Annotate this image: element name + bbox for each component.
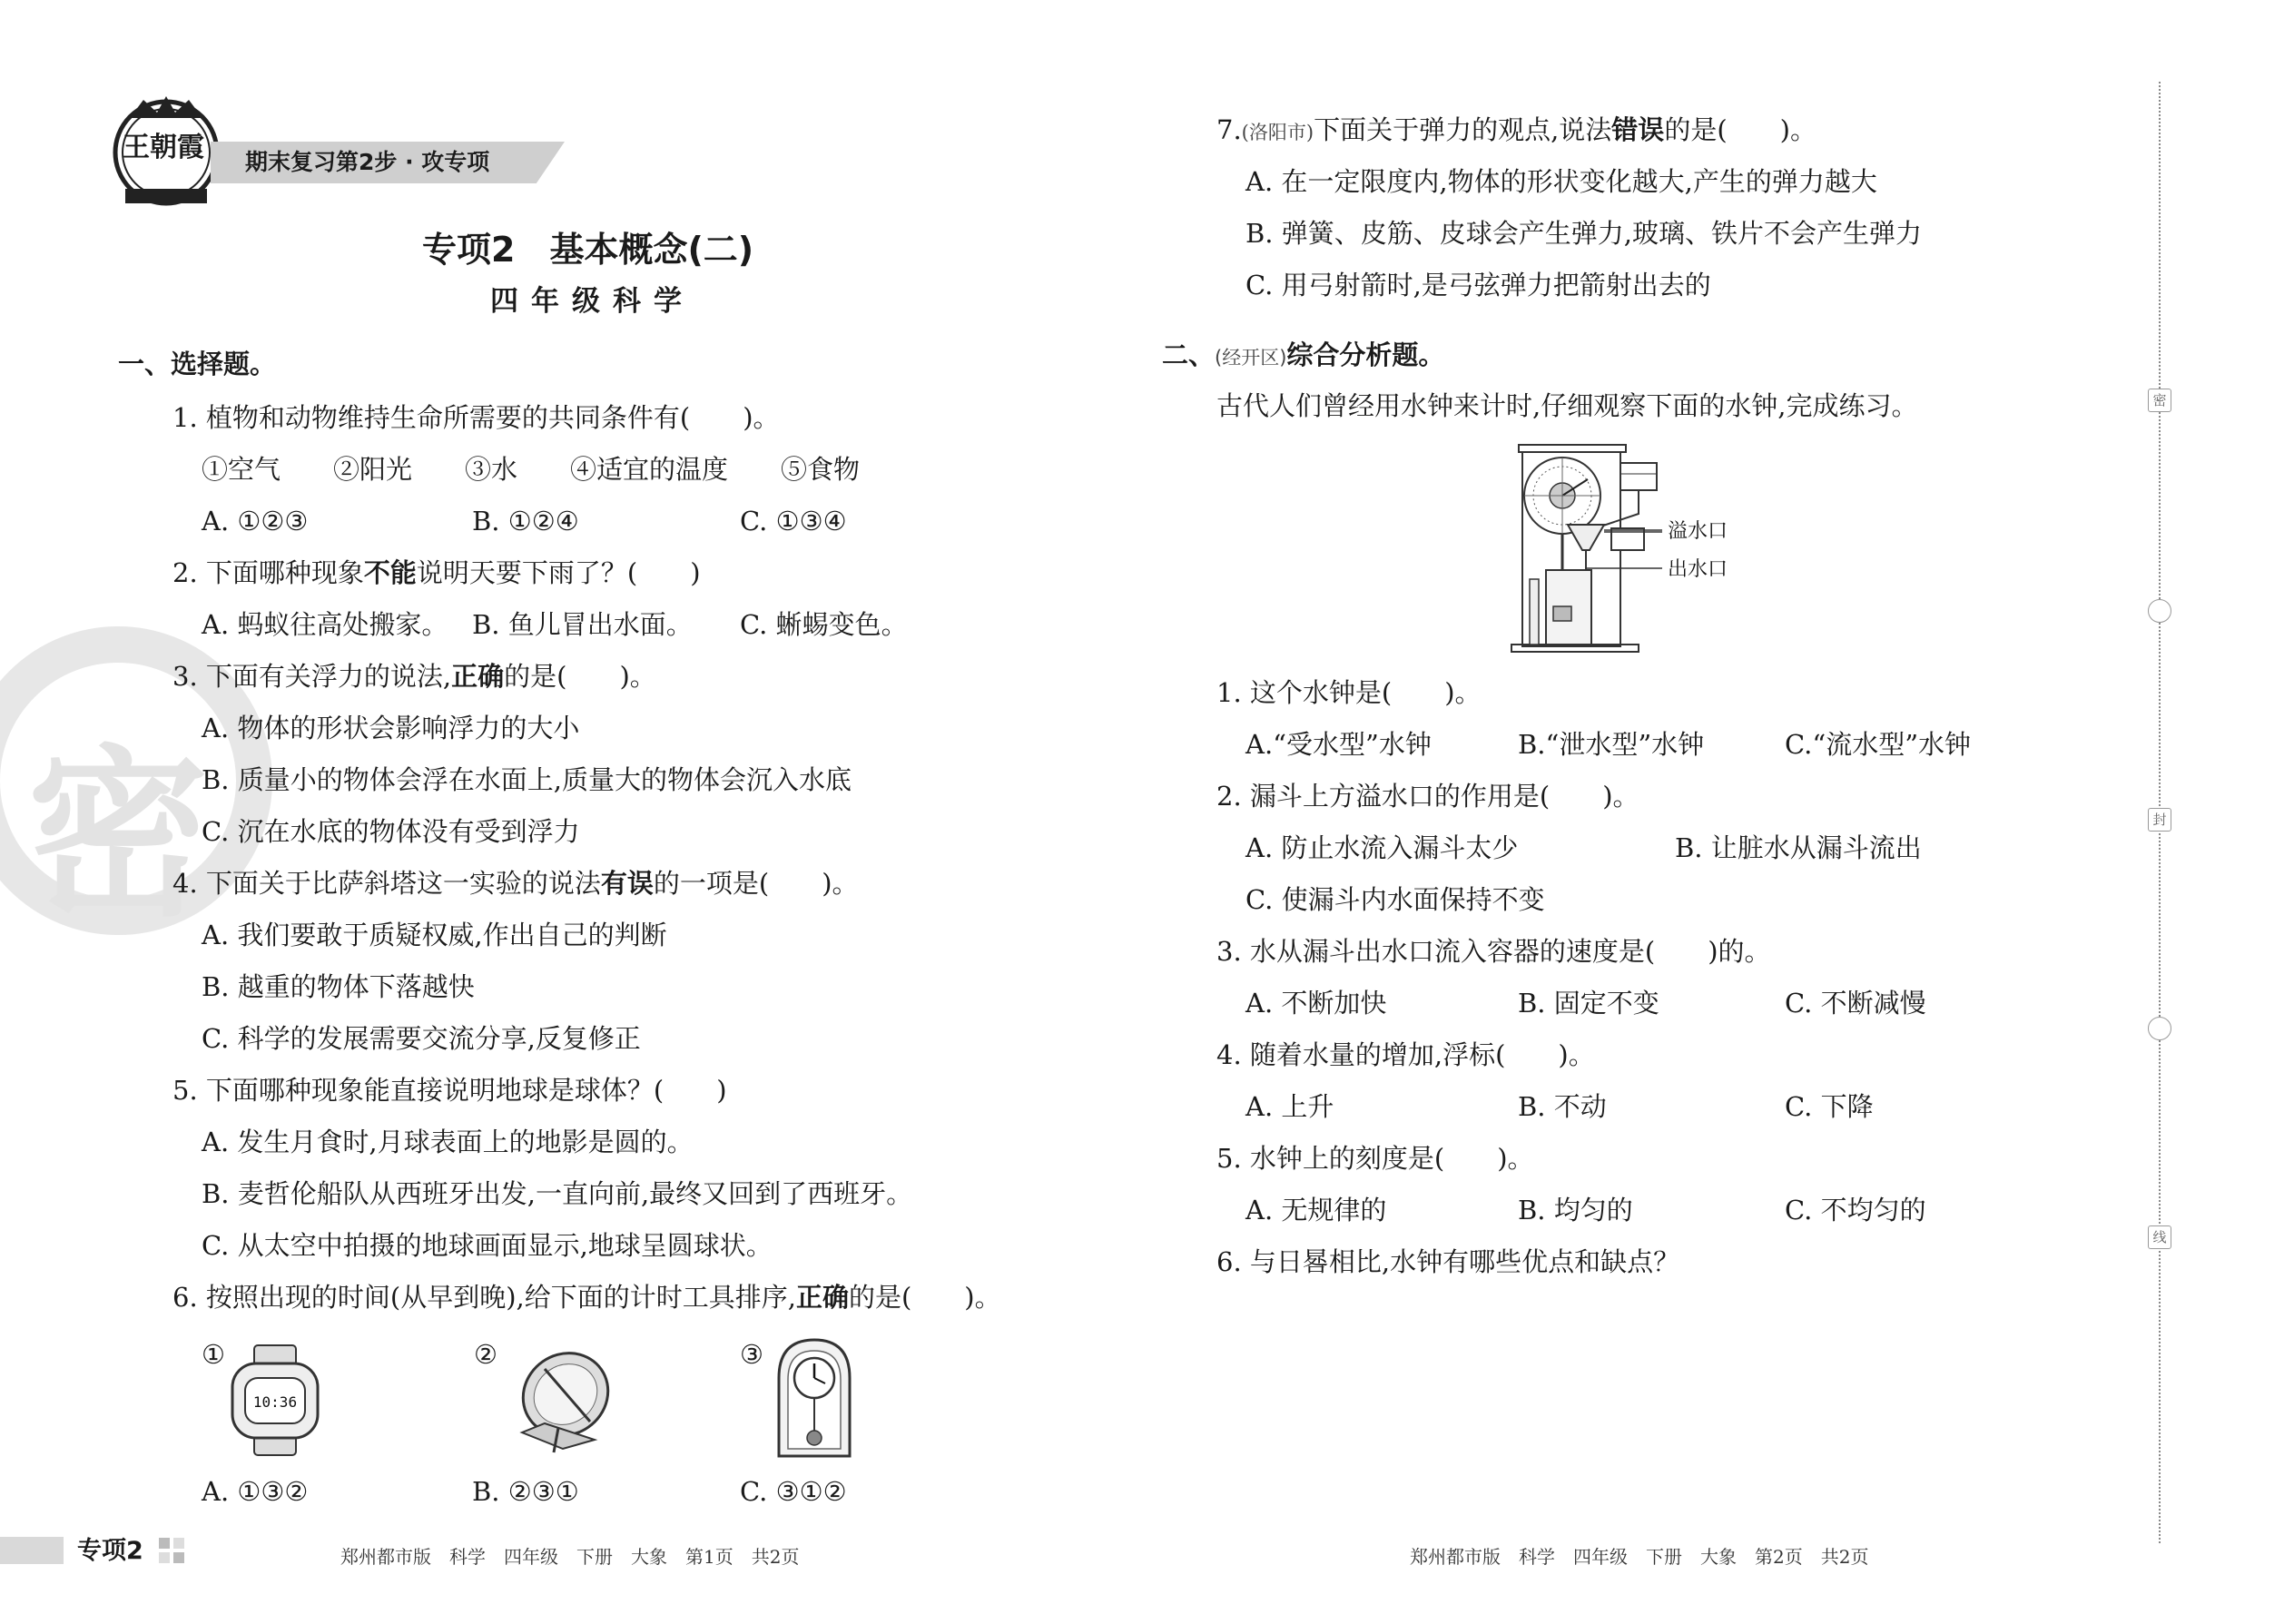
binding-hole-2 <box>2148 1017 2171 1040</box>
question-3-option-c: C. 沉在水底的物体没有受到浮力 <box>202 816 580 847</box>
logo-text: 王朝霞 <box>123 132 204 163</box>
binding-mark-2: 封 <box>2148 808 2171 832</box>
question-6-stem: 6. 按照出现的时间(从早到晚),给下面的计时工具排序,正确的是( )。 <box>172 1282 1001 1313</box>
section-heading: 一、选择题。 <box>118 349 277 379</box>
question-5-option-c: C. 从太空中拍摄的地球画面显示,地球呈圆球状。 <box>202 1230 773 1261</box>
page-subtitle: 四年级科学 <box>490 285 694 318</box>
footer-grid-icon <box>159 1538 184 1563</box>
question-5-option-a: A. 发生月食时,月球表面上的地影是圆的。 <box>202 1127 694 1157</box>
pendulum-clock-icon <box>772 1334 858 1462</box>
question-2-option-b: B. 鱼儿冒出水面。 <box>472 609 693 640</box>
sub-question-4-option-a: A. 上升 <box>1245 1091 1334 1122</box>
question-1-option-c: C. ①③④ <box>740 506 847 536</box>
question-4-option-b: B. 越重的物体下落越快 <box>202 971 475 1002</box>
sub-question-1-option-c: C.“流水型”水钟 <box>1785 729 1972 760</box>
page-title: 专项2 基本概念(二) <box>422 230 754 270</box>
overflow-label: 溢水口 <box>1668 520 1728 543</box>
sub-question-3-option-b: B. 固定不变 <box>1518 988 1659 1019</box>
sub-question-5-stem: 5. 水钟上的刻度是( )。 <box>1216 1143 1534 1174</box>
question-1-stem: 1. 植物和动物维持生命所需要的共同条件有( )。 <box>172 402 780 433</box>
binding-hole-1 <box>2148 599 2171 623</box>
question-2-stem: 2. 下面哪种现象不能说明天要下雨了？( ) <box>172 557 701 588</box>
sub-question-2-option-b: B. 让脏水从漏斗流出 <box>1675 832 1922 863</box>
sub-question-4-option-c: C. 下降 <box>1785 1091 1874 1122</box>
question-7-stem: 7.(洛阳市)下面关于弹力的观点,说法错误的是( )。 <box>1216 114 1816 145</box>
digital-watch-icon <box>225 1343 325 1457</box>
section-2-heading: 二、(经开区)综合分析题。 <box>1162 340 1445 370</box>
sub-question-3-option-c: C. 不断减慢 <box>1785 988 1926 1019</box>
footer-left-text: 郑州都市版 科学 四年级 下册 大象 第1页 共2页 <box>340 1546 800 1568</box>
question-4-stem: 4. 下面关于比萨斜塔这一实验的说法有误的一项是( )。 <box>172 868 859 899</box>
binding-mark-3: 线 <box>2148 1225 2171 1249</box>
question-4-option-c: C. 科学的发展需要交流分享,反复修正 <box>202 1023 641 1054</box>
sub-question-1-option-b: B.“泄水型”水钟 <box>1518 729 1705 760</box>
question-3-option-b: B. 质量小的物体会浮在水面上,质量大的物体会沉入水底 <box>202 764 852 795</box>
sub-question-4-stem: 4. 随着水量的增加,浮标( )。 <box>1216 1039 1595 1070</box>
question-6-label-2: ② <box>474 1339 497 1370</box>
banner-text: 期末复习第2步 · 攻专项 <box>245 149 490 175</box>
question-7-option-c: C. 用弓射箭时,是弓弦弹力把箭射出去的 <box>1245 270 1711 300</box>
question-2-option-a: A. 蚂蚁往高处搬家。 <box>202 609 448 640</box>
sub-question-5-option-a: A. 无规律的 <box>1245 1195 1387 1225</box>
question-1-items: ①空气 ②阳光 ③水 ④适宜的温度 ⑤食物 <box>202 454 861 485</box>
sub-question-2-stem: 2. 漏斗上方溢水口的作用是( )。 <box>1216 781 1639 812</box>
sub-question-1-option-a: A.“受水型”水钟 <box>1245 729 1432 760</box>
footer-bar <box>0 1537 64 1564</box>
sundial-icon <box>504 1342 622 1455</box>
question-5-stem: 5. 下面哪种现象能直接说明地球是球体？( ) <box>172 1075 727 1106</box>
question-3-stem: 3. 下面有关浮力的说法,正确的是( )。 <box>172 661 656 692</box>
section-2-intro: 古代人们曾经用水钟来计时,仔细观察下面的水钟,完成练习。 <box>1216 390 1918 421</box>
footer-label: 专项2 <box>77 1537 143 1565</box>
question-6-label-1: ① <box>202 1339 225 1370</box>
sub-question-3-stem: 3. 水从漏斗出水口流入容器的速度是( )的。 <box>1216 936 1771 967</box>
watch-display: 10:36 <box>252 1393 298 1411</box>
question-2-option-c: C. 蜥蜴变色。 <box>740 609 908 640</box>
question-5-option-b: B. 麦哲伦船队从西班牙出发,一直向前,最终又回到了西班牙。 <box>202 1178 913 1209</box>
question-7-option-a: A. 在一定限度内,物体的形状变化越大,产生的弹力越大 <box>1245 166 1877 197</box>
sub-question-3-option-a: A. 不断加快 <box>1245 988 1387 1019</box>
outlet-label: 出水口 <box>1668 558 1728 581</box>
water-clock-diagram <box>1502 443 1793 661</box>
sub-question-2-option-c: C. 使漏斗内水面保持不变 <box>1245 884 1545 915</box>
question-1-option-a: A. ①②③ <box>202 506 309 536</box>
question-4-option-a: A. 我们要敢于质疑权威,作出自己的判断 <box>202 920 667 950</box>
question-6-label-3: ③ <box>740 1339 763 1370</box>
question-3-option-a: A. 物体的形状会影响浮力的大小 <box>202 713 580 743</box>
sub-question-4-option-b: B. 不动 <box>1518 1091 1607 1122</box>
question-7-option-b: B. 弹簧、皮筋、皮球会产生弹力,玻璃、铁片不会产生弹力 <box>1245 218 1922 249</box>
sub-question-5-option-b: B. 均匀的 <box>1518 1195 1633 1225</box>
question-6-option-b: B. ②③① <box>472 1476 579 1507</box>
binding-mark-1: 密 <box>2148 389 2171 412</box>
question-6-option-a: A. ①③② <box>202 1476 309 1507</box>
sub-question-1-stem: 1. 这个水钟是( )。 <box>1216 677 1482 708</box>
footer-right-text: 郑州都市版 科学 四年级 下册 大象 第2页 共2页 <box>1410 1546 1869 1568</box>
sub-question-6-stem: 6. 与日晷相比,水钟有哪些优点和缺点？ <box>1216 1246 1680 1277</box>
sub-question-5-option-c: C. 不均匀的 <box>1785 1195 1926 1225</box>
question-6-option-c: C. ③①② <box>740 1476 847 1507</box>
question-1-option-b: B. ①②④ <box>472 506 579 536</box>
watermark-glyph: 密 <box>27 730 210 941</box>
sub-question-2-option-a: A. 防止水流入漏斗太少 <box>1245 832 1519 863</box>
